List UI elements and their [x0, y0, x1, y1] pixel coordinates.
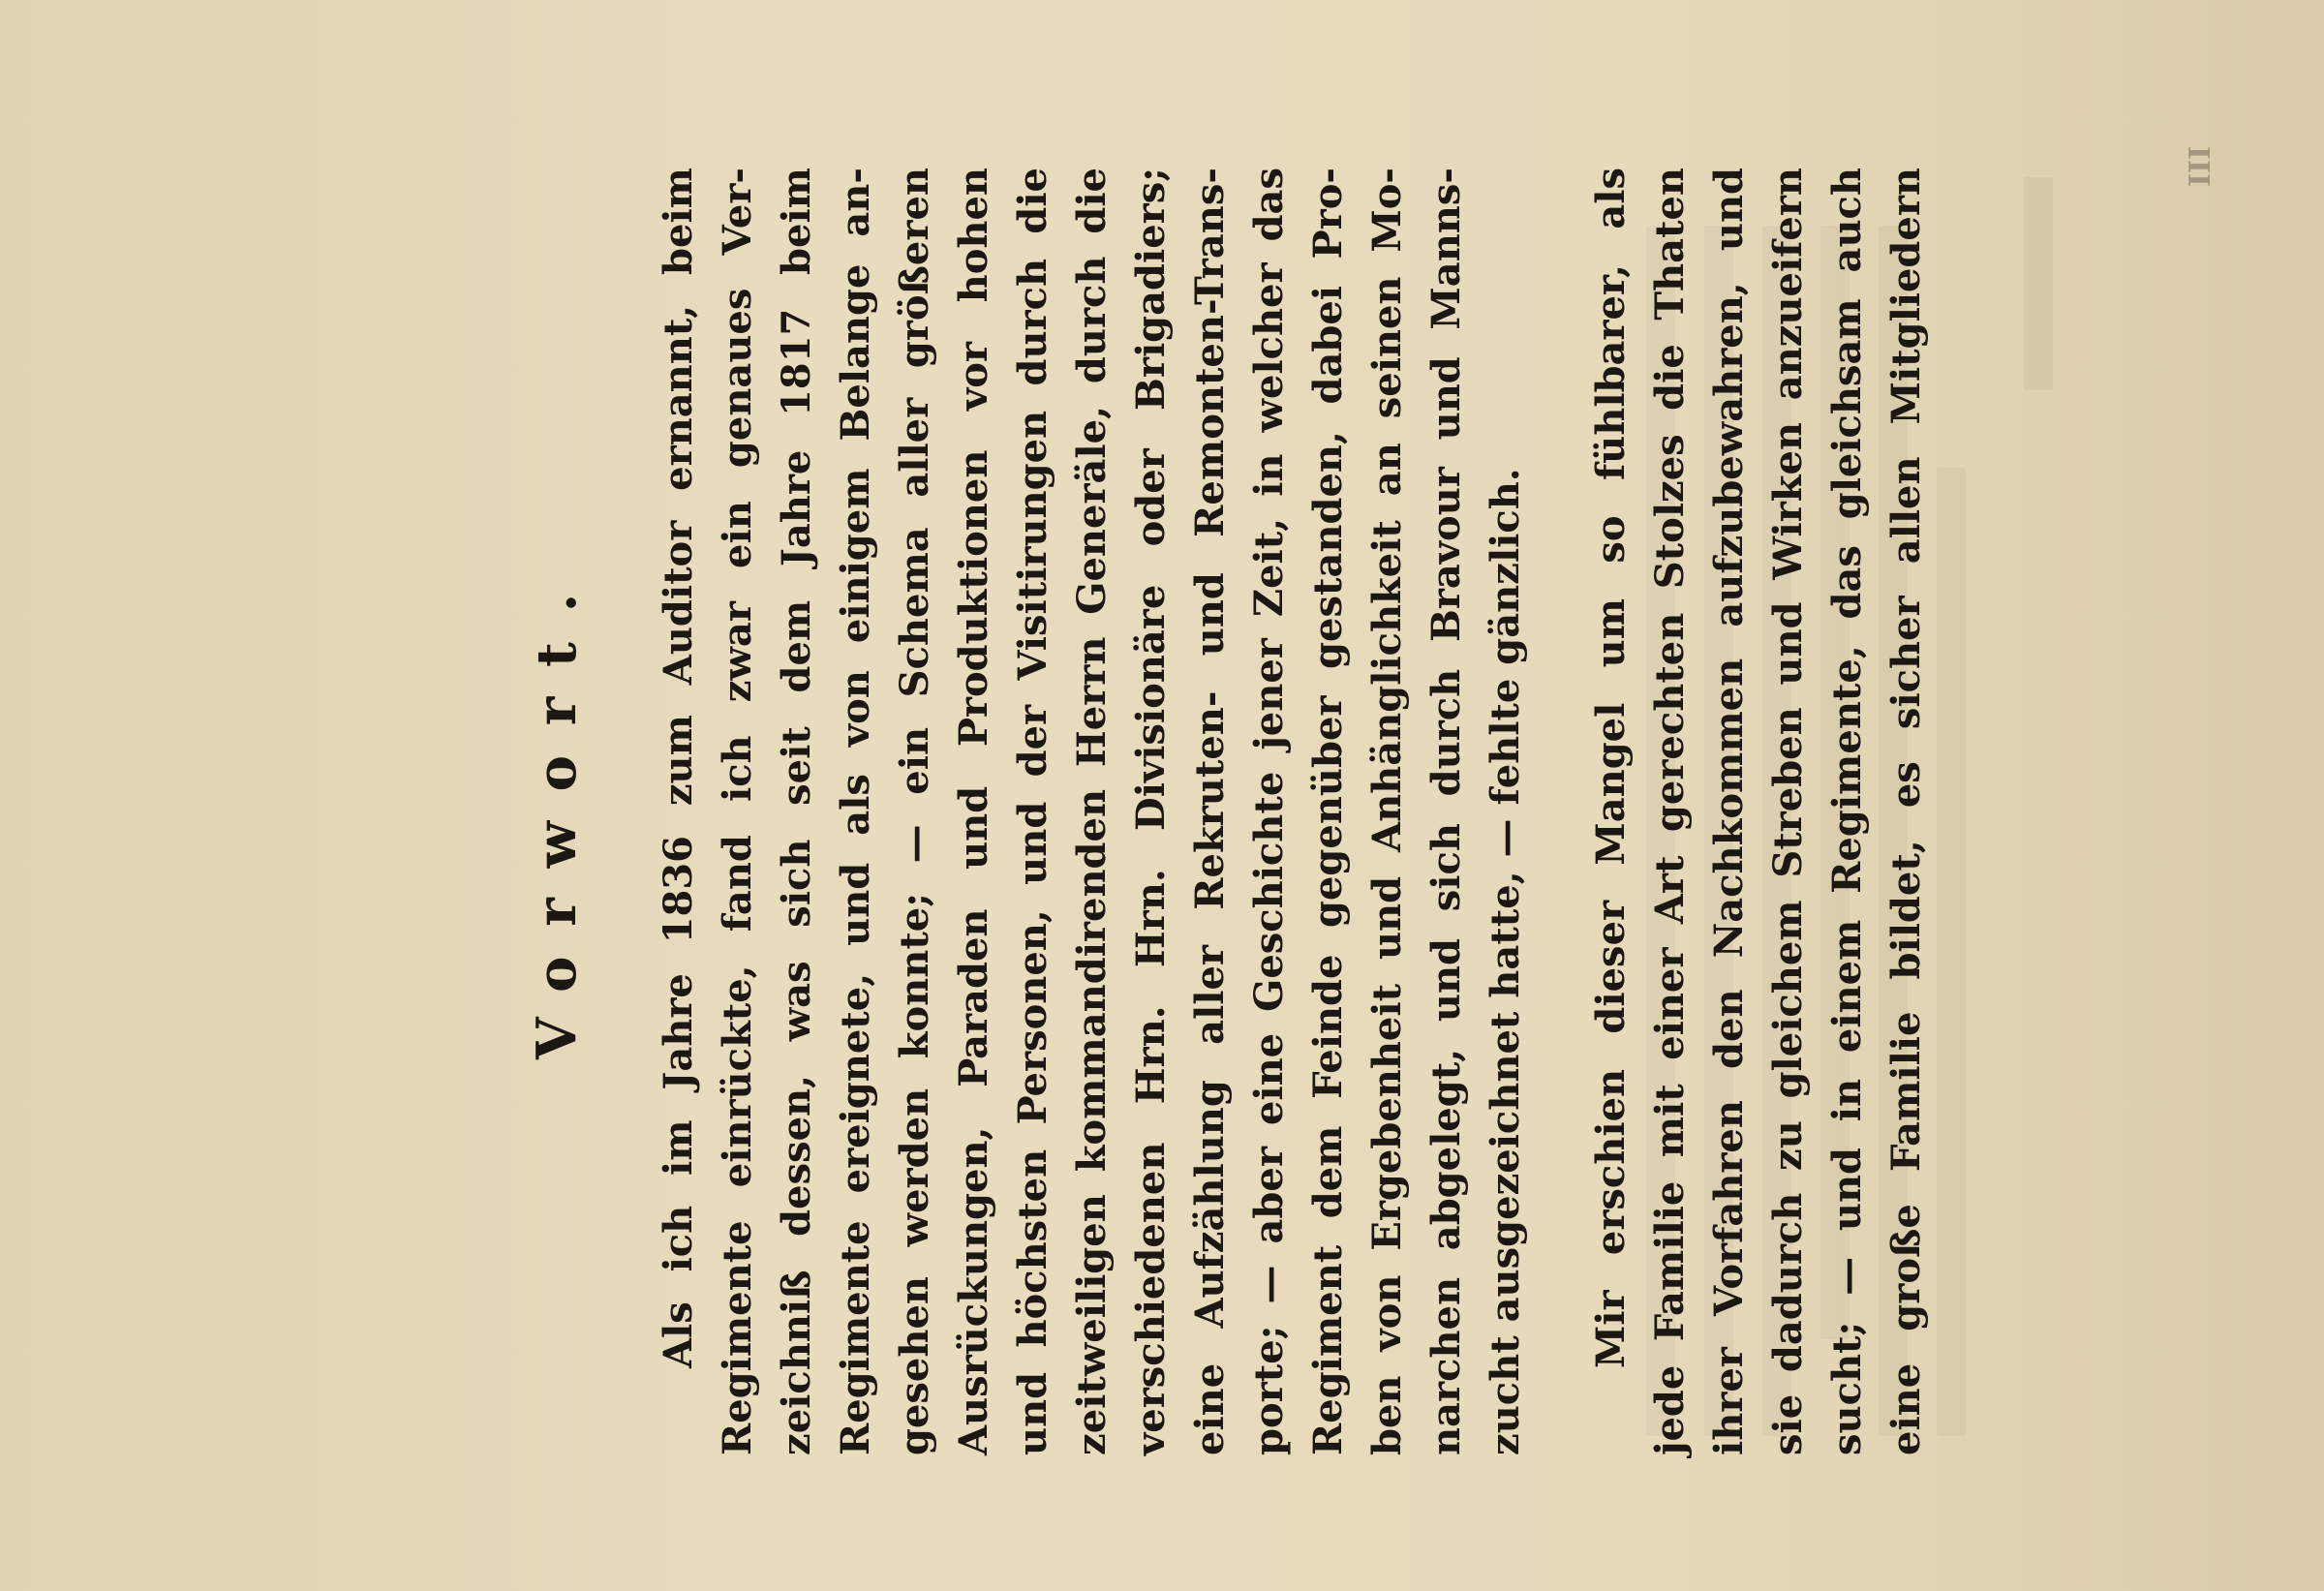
page-number: III	[2184, 145, 2217, 187]
page-title: Vorwort.	[525, 564, 589, 1059]
text-line: und höchsten Personen, und der Visitirungen durch die	[1010, 168, 1055, 1455]
text-line: ben von Ergebenheit und Anhänglichkeit an seinen Mo-	[1364, 168, 1410, 1455]
text-line: Ausrückungen, Paraden und Produktionen vor hohen	[951, 168, 996, 1455]
paragraphs	[649, 168, 1936, 1455]
page-body	[145, 168, 1982, 1455]
text-line: Als ich im Jahre 1836 zum Auditor ernannt, beim	[656, 168, 701, 1368]
text-line: zeitweiligen kommandirenden Herrn Generäle, durch die	[1069, 168, 1115, 1455]
text-line: ihrer Vorfahren den Nachkommen aufzubewahren, und	[1706, 168, 1752, 1455]
text-line: zucht ausgezeichnet hatte, — fehlte gänzlich.	[1483, 468, 1528, 1455]
paragraph	[1581, 168, 1936, 1455]
text-line: sucht; — und in einem Regimente, das gleichsam auch	[1824, 168, 1870, 1455]
text-line: eine große Familie bildet, es sicher allen Mitgliedern	[1883, 168, 1929, 1455]
text-line: Regimente einrückte, fand ich zwar ein genaues Ver-	[715, 168, 760, 1455]
text-line: porte; — aber eine Geschichte jener Zeit, in welcher das	[1246, 168, 1292, 1455]
paragraph	[649, 168, 1535, 1455]
text-line: eine Aufzählung aller Rekruten- und Remonten-Trans-	[1187, 168, 1233, 1455]
text-line: jede Familie mit einer Art gerechten Stolzes die Thaten	[1647, 168, 1693, 1455]
text-line: narchen abgelegt, und sich durch Bravour und Manns-	[1423, 168, 1469, 1455]
text-line: zeichniß dessen, was sich seit dem Jahre 1817 beim	[774, 168, 819, 1455]
text-line: Regimente ereignete, und als von einigem Belange an-	[833, 168, 878, 1455]
text-line: Mir erschien dieser Mangel um so fühlbarer, als	[1588, 168, 1634, 1368]
text-line: Regiment dem Feinde gegenüber gestanden, dabei Pro-	[1305, 168, 1351, 1455]
text-line: sie dadurch zu gleichem Streben und Wirken anzueifern	[1765, 168, 1811, 1455]
text-line: verschiedenen Hrn. Hrn. Divisionäre oder Brigadiers;	[1128, 168, 1174, 1455]
text-line: gesehen werden konnte; — ein Schema aller größeren	[892, 168, 937, 1455]
